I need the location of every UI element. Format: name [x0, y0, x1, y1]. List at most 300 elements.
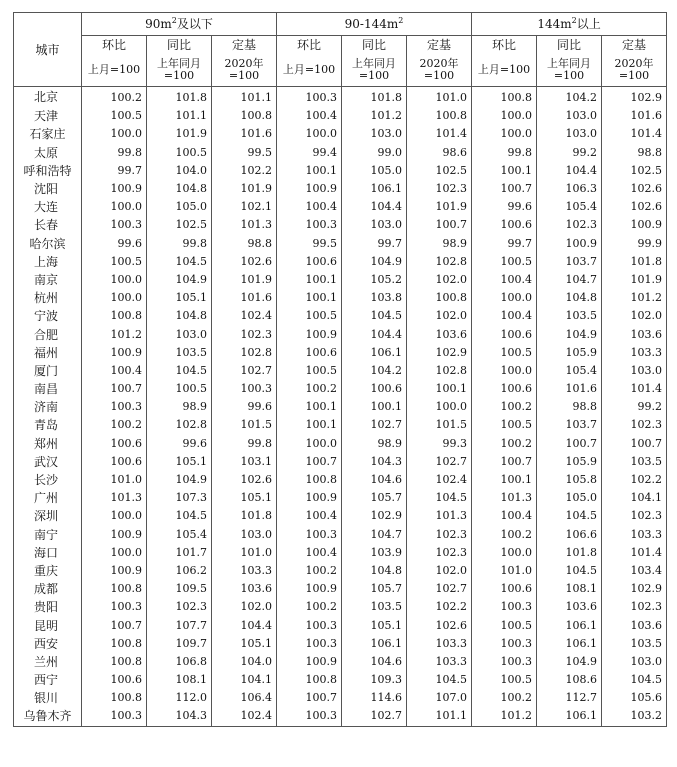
city-name-cell: 杭州 [14, 289, 82, 307]
index-value-cell: 100.1 [277, 416, 342, 434]
index-value-cell: 100.2 [472, 689, 537, 707]
table-row [14, 289, 667, 307]
index-value-cell: 101.8 [147, 87, 212, 108]
index-value-cell: 100.2 [472, 398, 537, 416]
city-name-cell: 厦门 [14, 362, 82, 380]
index-value-cell: 106.2 [147, 562, 212, 580]
index-value-cell: 108.6 [537, 671, 602, 689]
index-value-cell: 100.5 [147, 380, 212, 398]
city-name-cell: 济南 [14, 398, 82, 416]
index-value-cell: 100.3 [472, 598, 537, 616]
index-value-cell: 100.1 [277, 271, 342, 289]
index-value-cell: 102.6 [212, 471, 277, 489]
table-row [14, 198, 667, 216]
table-row [14, 325, 667, 343]
index-value-cell: 103.6 [212, 580, 277, 598]
index-value-cell: 102.7 [407, 453, 472, 471]
index-value-cell: 100.7 [407, 216, 472, 234]
index-value-cell: 101.0 [472, 562, 537, 580]
base-header-2020: 2020年=100 [212, 53, 277, 87]
city-name-cell: 银川 [14, 689, 82, 707]
header-row-metrics [14, 36, 667, 54]
table-row [14, 671, 667, 689]
index-value-cell: 103.5 [537, 307, 602, 325]
index-value-cell: 104.1 [602, 489, 667, 507]
index-value-cell: 101.9 [407, 198, 472, 216]
index-value-cell: 100.3 [277, 635, 342, 653]
index-value-cell: 100.4 [472, 507, 537, 525]
index-value-cell: 98.9 [147, 398, 212, 416]
index-value-cell: 109.7 [147, 635, 212, 653]
index-value-cell: 101.6 [602, 107, 667, 125]
city-name-cell: 南宁 [14, 526, 82, 544]
table-row [14, 598, 667, 616]
index-value-cell: 100.5 [472, 416, 537, 434]
city-name-cell: 太原 [14, 144, 82, 162]
index-value-cell: 100.8 [407, 107, 472, 125]
index-value-cell: 101.4 [407, 125, 472, 143]
index-value-cell: 100.9 [277, 180, 342, 198]
index-value-cell: 103.5 [147, 344, 212, 362]
index-value-cell: 103.6 [537, 598, 602, 616]
index-value-cell: 100.0 [82, 125, 147, 143]
index-value-cell: 100.9 [277, 325, 342, 343]
city-name-cell: 武汉 [14, 453, 82, 471]
index-value-cell: 102.3 [537, 216, 602, 234]
index-value-cell: 102.0 [407, 562, 472, 580]
index-value-cell: 100.9 [277, 580, 342, 598]
price-index-table-container [13, 12, 665, 727]
table-row [14, 362, 667, 380]
index-value-cell: 101.4 [602, 125, 667, 143]
index-value-cell: 102.0 [602, 307, 667, 325]
index-value-cell: 100.1 [277, 162, 342, 180]
index-value-cell: 100.9 [602, 216, 667, 234]
index-value-cell: 100.7 [277, 689, 342, 707]
table-row [14, 544, 667, 562]
index-value-cell: 103.0 [602, 362, 667, 380]
index-value-cell: 106.1 [537, 635, 602, 653]
index-value-cell: 98.8 [602, 144, 667, 162]
index-value-cell: 99.6 [472, 198, 537, 216]
index-value-cell: 101.4 [602, 544, 667, 562]
index-value-cell: 102.5 [602, 162, 667, 180]
index-value-cell: 104.6 [342, 653, 407, 671]
index-value-cell: 100.1 [342, 398, 407, 416]
price-index-table [13, 12, 667, 727]
index-value-cell: 109.5 [147, 580, 212, 598]
index-value-cell: 102.8 [407, 362, 472, 380]
index-value-cell: 100.8 [82, 580, 147, 598]
index-value-cell: 101.0 [407, 87, 472, 108]
index-value-cell: 105.6 [602, 689, 667, 707]
city-name-cell: 南京 [14, 271, 82, 289]
index-value-cell: 100.4 [277, 544, 342, 562]
table-row [14, 453, 667, 471]
city-name-cell: 昆明 [14, 616, 82, 634]
index-value-cell: 100.7 [537, 435, 602, 453]
metric-header-yoy: 同比 [537, 36, 602, 54]
index-value-cell: 102.8 [212, 344, 277, 362]
index-value-cell: 104.9 [537, 653, 602, 671]
index-value-cell: 103.2 [602, 707, 667, 726]
index-value-cell: 104.7 [342, 526, 407, 544]
city-name-cell: 沈阳 [14, 180, 82, 198]
index-value-cell: 109.3 [342, 671, 407, 689]
index-value-cell: 103.0 [537, 125, 602, 143]
index-value-cell: 103.6 [407, 325, 472, 343]
table-row [14, 689, 667, 707]
index-value-cell: 99.5 [277, 235, 342, 253]
index-value-cell: 100.1 [277, 398, 342, 416]
index-value-cell: 102.8 [147, 416, 212, 434]
index-value-cell: 105.4 [147, 526, 212, 544]
index-value-cell: 104.3 [342, 453, 407, 471]
index-value-cell: 105.1 [212, 489, 277, 507]
index-value-cell: 105.4 [537, 198, 602, 216]
index-value-cell: 100.8 [277, 471, 342, 489]
index-value-cell: 101.8 [602, 253, 667, 271]
index-value-cell: 103.3 [407, 653, 472, 671]
index-value-cell: 105.7 [342, 489, 407, 507]
city-name-cell: 郑州 [14, 435, 82, 453]
table-row [14, 162, 667, 180]
city-name-cell: 南昌 [14, 380, 82, 398]
city-name-cell: 西安 [14, 635, 82, 653]
index-value-cell: 100.5 [472, 616, 537, 634]
index-value-cell: 100.6 [342, 380, 407, 398]
city-name-cell: 青岛 [14, 416, 82, 434]
index-value-cell: 99.8 [147, 235, 212, 253]
index-value-cell: 106.1 [537, 707, 602, 726]
city-name-cell: 兰州 [14, 653, 82, 671]
index-value-cell: 102.8 [407, 253, 472, 271]
base-header-2020: 2020年=100 [602, 53, 667, 87]
city-name-cell: 上海 [14, 253, 82, 271]
index-value-cell: 100.0 [82, 271, 147, 289]
index-value-cell: 105.1 [147, 289, 212, 307]
city-name-cell: 乌鲁木齐 [14, 707, 82, 726]
table-row [14, 380, 667, 398]
index-value-cell: 100.9 [277, 653, 342, 671]
index-value-cell: 99.7 [342, 235, 407, 253]
metric-header-fixed: 定基 [602, 36, 667, 54]
index-value-cell: 104.5 [407, 671, 472, 689]
table-row [14, 107, 667, 125]
index-value-cell: 103.0 [602, 653, 667, 671]
index-value-cell: 99.8 [212, 435, 277, 453]
index-value-cell: 104.4 [212, 616, 277, 634]
index-value-cell: 106.6 [537, 526, 602, 544]
city-name-cell: 石家庄 [14, 125, 82, 143]
index-value-cell: 107.3 [147, 489, 212, 507]
table-row [14, 580, 667, 598]
index-value-cell: 102.3 [407, 526, 472, 544]
index-value-cell: 104.9 [147, 471, 212, 489]
table-header [14, 13, 667, 87]
table-row [14, 235, 667, 253]
table-row [14, 635, 667, 653]
metric-header-mom: 环比 [82, 36, 147, 54]
index-value-cell: 100.6 [82, 671, 147, 689]
index-value-cell: 104.8 [147, 180, 212, 198]
index-value-cell: 101.1 [212, 87, 277, 108]
index-value-cell: 102.2 [602, 471, 667, 489]
table-row [14, 526, 667, 544]
index-value-cell: 100.8 [82, 635, 147, 653]
index-value-cell: 114.6 [342, 689, 407, 707]
index-value-cell: 112.0 [147, 689, 212, 707]
index-value-cell: 104.0 [147, 162, 212, 180]
index-value-cell: 102.6 [602, 198, 667, 216]
index-value-cell: 105.0 [537, 489, 602, 507]
index-value-cell: 100.6 [277, 253, 342, 271]
index-value-cell: 103.5 [342, 598, 407, 616]
index-value-cell: 100.0 [82, 289, 147, 307]
table-row [14, 435, 667, 453]
index-value-cell: 102.3 [407, 180, 472, 198]
table-row [14, 307, 667, 325]
index-value-cell: 102.7 [407, 580, 472, 598]
index-value-cell: 105.1 [342, 616, 407, 634]
index-value-cell: 104.9 [342, 253, 407, 271]
index-value-cell: 102.4 [407, 471, 472, 489]
index-value-cell: 100.4 [472, 271, 537, 289]
index-value-cell: 100.6 [472, 325, 537, 343]
group-header-large: $144m^2$以上 [472, 13, 667, 36]
index-value-cell: 100.3 [82, 707, 147, 726]
index-value-cell: 101.3 [212, 216, 277, 234]
index-value-cell: 103.4 [602, 562, 667, 580]
index-value-cell: 102.6 [212, 253, 277, 271]
index-value-cell: 102.7 [212, 362, 277, 380]
city-name-cell: 哈尔滨 [14, 235, 82, 253]
index-value-cell: 106.8 [147, 653, 212, 671]
index-value-cell: 99.7 [82, 162, 147, 180]
index-value-cell: 104.5 [147, 253, 212, 271]
city-name-cell: 深圳 [14, 507, 82, 525]
index-value-cell: 99.9 [602, 235, 667, 253]
index-value-cell: 106.1 [342, 180, 407, 198]
index-value-cell: 100.4 [277, 107, 342, 125]
index-value-cell: 105.9 [537, 453, 602, 471]
index-value-cell: 104.5 [342, 307, 407, 325]
index-value-cell: 101.1 [407, 707, 472, 726]
index-value-cell: 100.9 [277, 489, 342, 507]
index-value-cell: 100.8 [212, 107, 277, 125]
index-value-cell: 101.5 [407, 416, 472, 434]
index-value-cell: 102.4 [212, 307, 277, 325]
group-header-small: $90m^2$及以下 [82, 13, 277, 36]
index-value-cell: 103.3 [602, 344, 667, 362]
index-value-cell: 100.3 [277, 616, 342, 634]
metric-header-mom: 环比 [277, 36, 342, 54]
index-value-cell: 102.3 [212, 325, 277, 343]
group-header-medium: $90-144m^2$ [277, 13, 472, 36]
city-name-cell: 大连 [14, 198, 82, 216]
index-value-cell: 103.0 [342, 216, 407, 234]
index-value-cell: 102.0 [212, 598, 277, 616]
index-value-cell: 101.8 [537, 544, 602, 562]
index-value-cell: 100.1 [277, 289, 342, 307]
table-row [14, 144, 667, 162]
index-value-cell: 100.7 [82, 380, 147, 398]
index-value-cell: 100.6 [277, 344, 342, 362]
table-row [14, 653, 667, 671]
index-value-cell: 100.6 [472, 216, 537, 234]
index-value-cell: 102.3 [602, 598, 667, 616]
index-value-cell: 100.0 [472, 125, 537, 143]
index-value-cell: 100.6 [82, 435, 147, 453]
index-value-cell: 100.2 [277, 598, 342, 616]
index-value-cell: 103.5 [602, 453, 667, 471]
index-value-cell: 100.0 [82, 507, 147, 525]
index-value-cell: 100.5 [82, 107, 147, 125]
index-value-cell: 100.4 [277, 507, 342, 525]
index-value-cell: 102.4 [212, 707, 277, 726]
index-value-cell: 100.7 [472, 453, 537, 471]
index-value-cell: 104.2 [537, 87, 602, 108]
table-row [14, 616, 667, 634]
index-value-cell: 99.8 [472, 144, 537, 162]
index-value-cell: 99.5 [212, 144, 277, 162]
index-value-cell: 104.5 [537, 562, 602, 580]
index-value-cell: 101.2 [342, 107, 407, 125]
index-value-cell: 104.4 [342, 198, 407, 216]
index-value-cell: 103.0 [147, 325, 212, 343]
index-value-cell: 104.4 [342, 325, 407, 343]
index-value-cell: 105.0 [342, 162, 407, 180]
index-value-cell: 99.4 [277, 144, 342, 162]
index-value-cell: 99.2 [537, 144, 602, 162]
index-value-cell: 104.5 [537, 507, 602, 525]
index-value-cell: 100.2 [277, 562, 342, 580]
index-value-cell: 103.1 [212, 453, 277, 471]
base-header-last-month: 上月=100 [472, 53, 537, 87]
index-value-cell: 104.5 [407, 489, 472, 507]
index-value-cell: 100.9 [82, 344, 147, 362]
index-value-cell: 103.7 [537, 253, 602, 271]
index-value-cell: 101.8 [342, 87, 407, 108]
index-value-cell: 99.8 [82, 144, 147, 162]
index-value-cell: 100.6 [472, 380, 537, 398]
index-value-cell: 99.0 [342, 144, 407, 162]
city-name-cell: 合肥 [14, 325, 82, 343]
base-header-last-year: 上年同月=100 [147, 53, 212, 87]
table-row [14, 180, 667, 198]
index-value-cell: 102.3 [602, 507, 667, 525]
index-value-cell: 100.8 [82, 307, 147, 325]
index-value-cell: 100.5 [147, 144, 212, 162]
table-row [14, 489, 667, 507]
table-row [14, 398, 667, 416]
index-value-cell: 100.8 [277, 671, 342, 689]
index-value-cell: 101.2 [472, 707, 537, 726]
index-value-cell: 98.6 [407, 144, 472, 162]
index-value-cell: 104.5 [602, 671, 667, 689]
index-value-cell: 107.7 [147, 616, 212, 634]
index-value-cell: 104.6 [342, 471, 407, 489]
index-value-cell: 100.8 [82, 653, 147, 671]
index-value-cell: 101.3 [407, 507, 472, 525]
metric-header-fixed: 定基 [212, 36, 277, 54]
index-value-cell: 100.3 [472, 653, 537, 671]
table-row [14, 562, 667, 580]
index-value-cell: 102.3 [602, 416, 667, 434]
index-value-cell: 102.3 [407, 544, 472, 562]
index-value-cell: 106.1 [342, 635, 407, 653]
table-row [14, 707, 667, 726]
index-value-cell: 100.2 [472, 526, 537, 544]
index-value-cell: 105.7 [342, 580, 407, 598]
index-value-cell: 98.9 [407, 235, 472, 253]
index-value-cell: 100.0 [82, 198, 147, 216]
index-value-cell: 101.6 [537, 380, 602, 398]
index-value-cell: 101.8 [212, 507, 277, 525]
index-value-cell: 102.5 [147, 216, 212, 234]
index-value-cell: 103.6 [602, 325, 667, 343]
index-value-cell: 100.3 [277, 216, 342, 234]
table-body [14, 87, 667, 727]
index-value-cell: 105.9 [537, 344, 602, 362]
index-value-cell: 104.1 [212, 671, 277, 689]
index-value-cell: 100.0 [277, 125, 342, 143]
city-name-cell: 宁波 [14, 307, 82, 325]
index-value-cell: 100.9 [82, 526, 147, 544]
city-name-cell: 贵阳 [14, 598, 82, 616]
header-row-bases [14, 53, 667, 87]
index-value-cell: 101.1 [147, 107, 212, 125]
index-value-cell: 101.2 [82, 325, 147, 343]
index-value-cell: 100.9 [82, 180, 147, 198]
index-value-cell: 100.3 [277, 707, 342, 726]
city-name-cell: 广州 [14, 489, 82, 507]
index-value-cell: 99.6 [82, 235, 147, 253]
index-value-cell: 100.3 [82, 216, 147, 234]
index-value-cell: 100.5 [472, 671, 537, 689]
index-value-cell: 102.0 [407, 271, 472, 289]
index-value-cell: 101.2 [602, 289, 667, 307]
index-value-cell: 102.9 [602, 580, 667, 598]
index-value-cell: 102.2 [212, 162, 277, 180]
base-header-last-month: 上月=100 [82, 53, 147, 87]
index-value-cell: 106.3 [537, 180, 602, 198]
index-value-cell: 100.4 [472, 307, 537, 325]
index-value-cell: 100.9 [82, 562, 147, 580]
index-value-cell: 100.5 [472, 344, 537, 362]
index-value-cell: 101.3 [82, 489, 147, 507]
index-value-cell: 103.3 [212, 562, 277, 580]
index-value-cell: 106.1 [342, 344, 407, 362]
index-value-cell: 102.9 [342, 507, 407, 525]
index-value-cell: 100.7 [82, 616, 147, 634]
base-header-last-year: 上年同月=100 [342, 53, 407, 87]
city-name-cell: 北京 [14, 87, 82, 108]
index-value-cell: 105.4 [537, 362, 602, 380]
city-name-cell: 呼和浩特 [14, 162, 82, 180]
index-value-cell: 100.3 [82, 398, 147, 416]
table-row [14, 216, 667, 234]
index-value-cell: 108.1 [147, 671, 212, 689]
index-value-cell: 100.2 [277, 380, 342, 398]
index-value-cell: 100.2 [82, 416, 147, 434]
index-value-cell: 100.7 [602, 435, 667, 453]
city-name-cell: 福州 [14, 344, 82, 362]
city-name-cell: 长沙 [14, 471, 82, 489]
index-value-cell: 101.6 [212, 125, 277, 143]
index-value-cell: 100.2 [472, 435, 537, 453]
city-name-cell: 长春 [14, 216, 82, 234]
